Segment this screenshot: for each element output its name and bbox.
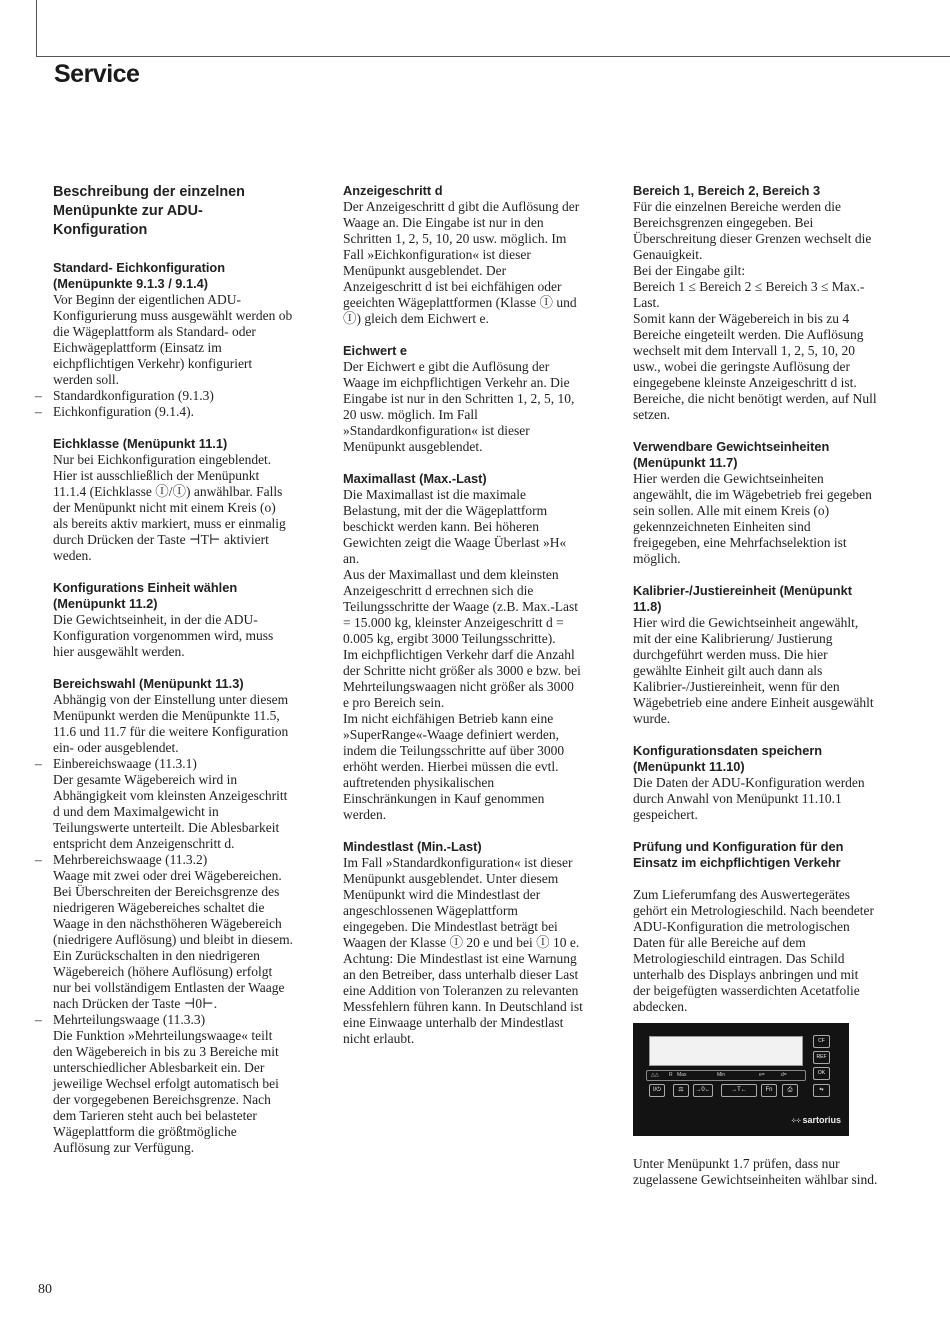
stability-icon: △△ (651, 1072, 659, 1078)
brand-logo: ⁘⁘ sartorius (790, 1115, 841, 1125)
header-vertical-rule (36, 0, 37, 56)
page-title: Service (54, 60, 140, 88)
print-key: ⎙ (782, 1084, 798, 1097)
section-text: Für die einzelnen Bereiche werden die Bereichsgrenzen eingegeben. Bei Überschreitung dieser Grenzen wechselt die Genauigkeit. (633, 199, 872, 262)
section-text: Hier wird die Gewichtseinheit angewählt, mit der eine Kalibrierung/ Justierung durchgeführt werden muss. Die hier gewählte Einheit gilt auch dann als Kalibrier-/Justiereinheit, wenn für den Wägebetrieb eine andere Einheit ausgewählt wurde. (633, 615, 874, 726)
section-gewichtseinheiten (633, 439, 878, 567)
scale-display-illustration (633, 1023, 849, 1136)
section-eichwert (343, 343, 583, 455)
section-title: Bereich 1, Bereich 2, Bereich 3 (633, 183, 821, 198)
status-e: e= (759, 1072, 765, 1078)
column-1 (53, 183, 293, 1172)
section-text: Die Maximallast ist die maximale Belastung, mit der die Wägeplattform beschickt werden kann. Bei höheren Gewichten zeigt die Waage Überlast »H« an. (343, 487, 567, 566)
function-key: Fn (761, 1084, 777, 1097)
section-bereiche (633, 183, 878, 423)
header-horizontal-rule (36, 56, 950, 57)
zero-key: →0← (693, 1084, 713, 1097)
section-text: Aus der Maximallast und dem kleinsten Anzeigeschritt d errechnen sich die Teilungsschritte der Waage (z.B. Max.-Last = 15.000 kg, kleinster Anzeigeschritt d = 0.005 kg, ergibt 3000 Teilungsschritte). (343, 567, 579, 646)
tare-key: →T← (721, 1084, 757, 1097)
section-text: Der Anzeigeschritt d gibt die Auflösung der Waage an. Die Eingabe ist nur in den Schritten 1, 2, 5, 10, 20 usw. möglich. Im Fall »Eichkonfiguration« ist dieser Menüpunkt ausgeblendet. Der Anzeigeschritt d ist bei eichfähigen oder geeichten Wägeplattformen (Klasse Ⓘ und Ⓘ) gleich dem Eichwert e. (343, 199, 580, 326)
section-text: Hier werden die Gewichtseinheiten angewählt, die im Wägebetrieb frei gegeben sein sollen. Alle mit einem Kreis (o) gekennzeichneten Einheiten sind freigegeben, eine Mehrfachselektion ist möglich. (633, 471, 872, 566)
section-title: Anzeigeschritt d (343, 183, 443, 198)
section-text: Im nicht eichfähigen Betrieb kann eine »SuperRange«-Waage definiert werden, indem die Teilungsschritte auf über 3000 erhöht werden. Hierbei müssen die evtl. auftretenden physikalischen Einschränkungen in Kauf genommen werden. (343, 711, 565, 822)
section-mindestlast (343, 839, 583, 1047)
ref-key: REF (813, 1051, 830, 1064)
lcd-screen (649, 1036, 803, 1066)
on-off-key: I/⏻ (649, 1084, 665, 1097)
list-item-text: Waage mit zwei oder drei Wägebereichen. Bei Überschreiten der Bereichsgrenze des niedrigeren Wägebereiches schaltet die Waage in den nächsthöheren Wägebereich (niedrigere Auflösung) und bleibt in diesem. Ein Zurückschalten in den niedrigeren Wägebereich (höhere Auflösung) erfolgt nur bei vollständigem Entlasten der Waage nach Drücken der Taste ⊣0⊢. (53, 868, 293, 1011)
section-title: Prüfung und Konfiguration für den Einsatz im eichpflichtigen Verkehr (633, 839, 844, 870)
section-text: Zum Lieferumfang des Auswertegerätes gehört ein Metrologieschild. Nach beendeter ADU-Konfiguration die metrologischen Daten für alle Bereiche auf dem Metrologieschild eintragen. Das Schild unterhalb des Displays anbringen und mit der beigefügten wasserdichten Acetatfolie abdecken. (633, 887, 875, 1014)
section-kalibriereinheit (633, 583, 878, 727)
section-title: Verwendbare Gewichtseinheiten (Menüpunkt 11.7) (633, 439, 830, 470)
section-bereichswahl (53, 676, 293, 1156)
page-number: 80 (38, 1282, 52, 1297)
section-text: Die Gewichtseinheit, in der die ADU-Konfiguration vorgenommen wird, muss hier ausgewählt werden. (53, 612, 274, 659)
list-item: – Mehrteilungswaage (11.3.3) (53, 1012, 293, 1028)
section-anzeigeschritt (343, 183, 583, 327)
section-text: Nur bei Eichkonfiguration eingeblendet. Hier ist ausschließlich der Menüpunkt 11.1.4 (Eichklasse Ⓘ/Ⓘ) anwählbar. Falls der Menüpunkt nicht mit einem Kreis (o) als bereits aktiv markiert, muss er einmalig durch Drücken der Taste ⊣T⊢ aktiviert weden. (53, 452, 286, 563)
list-item-text: Die Funktion »Mehrteilungswaage« teilt den Wägebereich in bis zu 3 Bereiche mit unterschiedlicher Ablesbarkeit ein. Der jeweilige Wechsel erfolgt automatisch bei der vorgegebenen Bereichsgrenze. Nach dem Tarieren steht auch bei belasteter Wägeplattform die größtmögliche Auflösung zur Verfügung. (53, 1028, 279, 1155)
section-eichklasse (53, 436, 293, 564)
section-text: Im Fall »Standardkonfiguration« ist dieser Menüpunkt ausgeblendet. Unter diesem Menüpunkt wird die Mindestlast der angeschlossenen Wägeplattform eingegeben. Die Mindestlast beträgt bei Waagen der Klasse Ⓘ 20 e und bei Ⓘ 10 e. Achtung: Die Mindestlast ist eine Warnung an den Betreiber, dass unterhalb dieser Last eine Addition von Toleranzen zu relevanten Messfehlern führen kann. In Deutschland ist eine Einwaage unterhalb der Mindestlast nicht erlaubt. (343, 855, 583, 1046)
section-konfigurations-einheit (53, 580, 293, 660)
status-max: Max (677, 1072, 687, 1078)
section-text: Der Eichwert e gibt die Auflösung der Waage im eichpflichtigen Verkehr an. Die Eingabe ist nur in den Schritten 1, 2, 5, 10, 20 usw. möglich. Im Fall »Standardkonfiguration« ist dieser Menüpunkt ausgeblendet. (343, 359, 575, 454)
section-title: Maximallast (Max.-Last) (343, 471, 487, 486)
section-text: Im eichpflichtigen Verkehr darf die Anzahl der Schritte nicht größer als 3000 e bzw. bei Mehrteilungswaagen nicht größer als 3000 e pro Bereich sein. (343, 647, 581, 710)
list-item-text: Der gesamte Wägebereich wird in Abhängigkeit vom kleinsten Anzeigeschritt d und dem Maximalgewicht in Teilungswerte unterteilt. Die Ablesbarkeit entspricht dem Anzeigenschritt d. (53, 772, 288, 851)
list-item: – Standardkonfiguration (9.1.3) (53, 388, 293, 404)
section-standard-eichkonfiguration (53, 260, 293, 420)
cf-key: CF (813, 1035, 830, 1048)
ok-key: OK (813, 1067, 830, 1080)
list-item: – Einbereichswaage (11.3.1) (53, 756, 293, 772)
section-eichpflichtiger-verkehr (633, 839, 878, 1015)
section-title: Standard- Eichkonfiguration (Menüpunkte 9.1.3 / 9.1.4) (53, 260, 226, 291)
section-text: Bereich 1 ≤ Bereich 2 ≤ Bereich 3 ≤ Max.-Last. (633, 279, 865, 310)
list-item: – Eichkonfiguration (9.1.4). (53, 404, 293, 420)
section-text: Vor Beginn der eigentlichen ADU-Konfigurierung muss ausgewählt werden ob die Wägeplattform als Standard- oder Eichwägeplattform (Einsatz im eichpflichtigen Verkehr) konfiguriert werden soll. (53, 292, 293, 387)
section-title: Eichwert e (343, 343, 408, 358)
toggle-key: ⇆ (813, 1084, 830, 1097)
status-min: Min (717, 1072, 726, 1078)
column-3 (633, 183, 878, 1188)
section-speichern (633, 743, 878, 823)
list-item: – Mehrbereichswaage (11.3.2) (53, 852, 293, 868)
status-r: R (669, 1072, 673, 1078)
column-2 (343, 183, 583, 1063)
column-1-heading: Beschreibung der einzelnen Menüpunkte zur ADU-Konfiguration (53, 184, 245, 238)
section-text: Die Daten der ADU-Konfiguration werden durch Anwahl von Menüpunkt 11.10.1 gespeichert. (633, 775, 865, 822)
section-title: Kalibrier-/Justiereinheit (Menüpunkt 11.8) (633, 583, 852, 614)
section-title: Eichklasse (Menüpunkt 11.1) (53, 436, 228, 451)
metrology-status-bar (646, 1070, 806, 1081)
section-text: Somit kann der Wägebereich in bis zu 4 Bereiche eingeteilt werden. Die Auflösung wechselt mit dem Intervall 1, 2, 5, 10, 20 usw., wobei die geringste Auflösung der eingegebene kleinste Anzeigeschritt d ist. Bereiche, die nicht benötigt werden, auf Null setzen. (633, 311, 877, 422)
section-title: Bereichswahl (Menüpunkt 11.3) (53, 676, 244, 691)
section-text: Abhängig von der Einstellung unter diesem Menüpunkt werden die Menüpunkte 11.5, 11.6 und 11.7 für die weitere Konfiguration ein- oder ausgeblendet. (53, 692, 289, 755)
section-title: Konfigurations Einheit wählen (Menüpunkt 11.2) (53, 580, 238, 611)
section-text: Bei der Eingabe gilt: (633, 263, 746, 278)
section-maximallast (343, 471, 583, 823)
section-title: Konfigurationsdaten speichern (Menüpunkt 11.10) (633, 743, 823, 774)
scale-key: ⚖ (673, 1084, 689, 1097)
status-d: d= (781, 1072, 787, 1078)
display-caption: Unter Menüpunkt 1.7 prüfen, dass nur zugelassene Gewichtseinheiten wählbar sind. (633, 1156, 878, 1187)
section-title: Mindestlast (Min.-Last) (343, 839, 482, 854)
